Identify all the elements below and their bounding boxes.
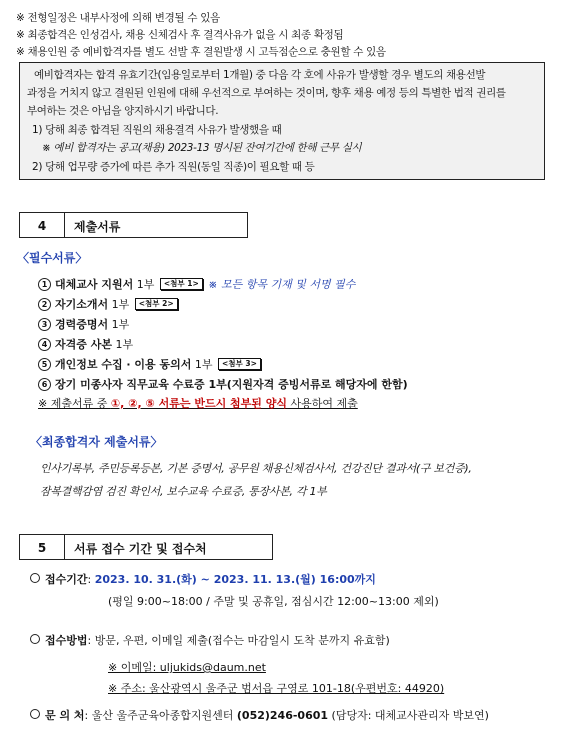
note-final-pass: ※ 최종합격은 인성검사, 채용 신체검사 후 결격사유가 없을 시 최종 확정됨 [16, 29, 344, 41]
reserve-item-1-note: ※ 예비 합격자는 공고(채용) 2023-13 명시된 잔여기간에 한해 근무 실시 [42, 142, 362, 154]
required-item-1-count: 1부 [133, 278, 158, 291]
receipt-period: 접수기간: 2023. 10. 31.(화) ~ 2023. 11. 13.(월) 16:00까지 [30, 571, 376, 587]
required-item-1-note: ※ 모든 항목 기재 및 서명 필수 [208, 278, 356, 291]
warning-highlight: ①, ②, ⑤ 서류는 반드시 첨부된 양식 [110, 397, 288, 410]
required-item-2-name: 자기소개서 [55, 298, 109, 311]
required-item-5-name: 개인정보 수집 · 이용 동의서 [55, 358, 192, 371]
section-5-title: 서류 접수 기간 및 접수처 [74, 542, 207, 556]
required-item-4 [38, 336, 133, 352]
circled-number-4: 4 [38, 338, 51, 351]
required-item-3 [38, 316, 129, 332]
required-item-5 [38, 356, 263, 372]
required-item-4-count: 1부 [111, 338, 134, 351]
contact-phone: (052)246-0601 [236, 709, 329, 722]
contact-info [30, 707, 489, 723]
circle-bullet-icon [30, 709, 40, 719]
reserve-item-1: 1) 당해 최종 합격된 직원의 채용결격 사유가 발생했을 때 [32, 124, 282, 136]
attachment-tag-2: <첨부 2> [135, 298, 178, 310]
receipt-period-label: 접수기간 [45, 573, 88, 586]
receipt-period-value: 2023. 10. 31.(화) ~ 2023. 11. 13.(월) 16:00까지 [94, 573, 376, 586]
warning-suffix: 사용하여 제출 [287, 397, 358, 410]
circle-bullet-icon [30, 634, 40, 644]
section-4-number: 4 [37, 219, 47, 233]
section-5-number: 5 [37, 541, 47, 555]
attachment-tag-3: <첨부 3> [218, 358, 261, 370]
reserve-para-line-3: 부여하는 것은 아님을 양지하시기 바랍니다. [27, 105, 219, 117]
required-item-5-count: 1부 [191, 358, 217, 371]
section-4-title: 제출서류 [74, 220, 121, 234]
required-item-1 [38, 276, 355, 292]
reserve-para-line-1: 예비합격자는 합격 유효기간(임용일로부터 1개월) 중 다음 각 호에 사유가 발생할 경우 별도의 채용선발 [34, 69, 486, 81]
circled-number-5: 5 [38, 358, 51, 371]
circled-number-2: 2 [38, 298, 51, 311]
receipt-method-value: : 방문, 우편, 이메일 제출(접수는 마감일시 도착 분까지 유효함) [87, 634, 390, 647]
circle-bullet-icon [30, 573, 40, 583]
circled-number-1: 1 [38, 278, 51, 291]
contact-label: 문 의 처 [45, 709, 85, 722]
required-item-2-count: 1부 [108, 298, 133, 311]
required-item-4-name: 자격증 사본 [55, 338, 112, 351]
required-docs-warning [38, 395, 358, 411]
note-schedule: ※ 전형일정은 내부사정에 의해 변경될 수 있음 [16, 12, 220, 24]
required-item-1-name: 대체교사 지원서 [55, 278, 134, 291]
section-4-header [19, 212, 248, 238]
required-item-6-name: 장기 미종사자 직무교육 수료증 1부(지원자격 증빙서류로 해당자에 한함) [55, 378, 408, 391]
reserve-para-line-2: 과정을 거치지 않고 결원된 인원에 대해 우선적으로 부여하는 것이며, 향후 채용 예정 등의 특별한 법적 권리를 [27, 87, 506, 99]
receipt-method [30, 632, 390, 648]
required-docs-heading: 〈필수서류〉 [17, 251, 88, 265]
contact-center: : 울산 울주군육아종합지원센터 [84, 709, 237, 722]
mailing-address: ※ 주소: 울산광역시 울주군 범서읍 구영로 101-18(우편번호: 44920) [108, 682, 445, 695]
attachment-tag-1: <첨부 1> [160, 278, 203, 290]
final-docs-line-1: 인사기록부, 주민등록등본, 기본 증명서, 공무원 채용신체검사서, 건강진단 결과서(구 보건증), [40, 462, 472, 475]
section-5-header [19, 534, 273, 560]
circled-number-6: 6 [38, 378, 51, 391]
final-docs-heading: 〈최종합격자 제출서류〉 [30, 435, 163, 449]
required-item-3-count: 1부 [108, 318, 130, 331]
required-item-6 [38, 376, 408, 392]
receipt-method-label: 접수방법 [45, 634, 88, 647]
receipt-hours: (평일 9:00~18:00 / 주말 및 공휴일, 점심시간 12:00~13:00 제외) [108, 595, 439, 608]
warning-prefix: ※ 제출서류 중 [38, 397, 111, 410]
contact-person: (담당자: 대체교사관리자 박보연) [328, 709, 489, 722]
reserve-notice-box [19, 62, 545, 180]
note-reserve: ※ 채용인원 중 예비합격자를 별도 선발 후 결원발생 시 고득점순으로 충원할 수 있음 [16, 46, 386, 58]
reserve-item-2: 2) 당해 업무량 증가에 따른 추가 직원(동일 직종)이 필요할 때 등 [32, 161, 315, 173]
required-item-3-name: 경력증명서 [55, 318, 109, 331]
final-docs-line-2: 잠복결핵감염 검진 확인서, 보수교육 수료증, 통장사본, 각 1부 [40, 485, 327, 498]
email-address[interactable]: ※ 이메일: uljukids@daum.net [108, 661, 266, 674]
circled-number-3: 3 [38, 318, 51, 331]
required-item-2 [38, 296, 180, 312]
